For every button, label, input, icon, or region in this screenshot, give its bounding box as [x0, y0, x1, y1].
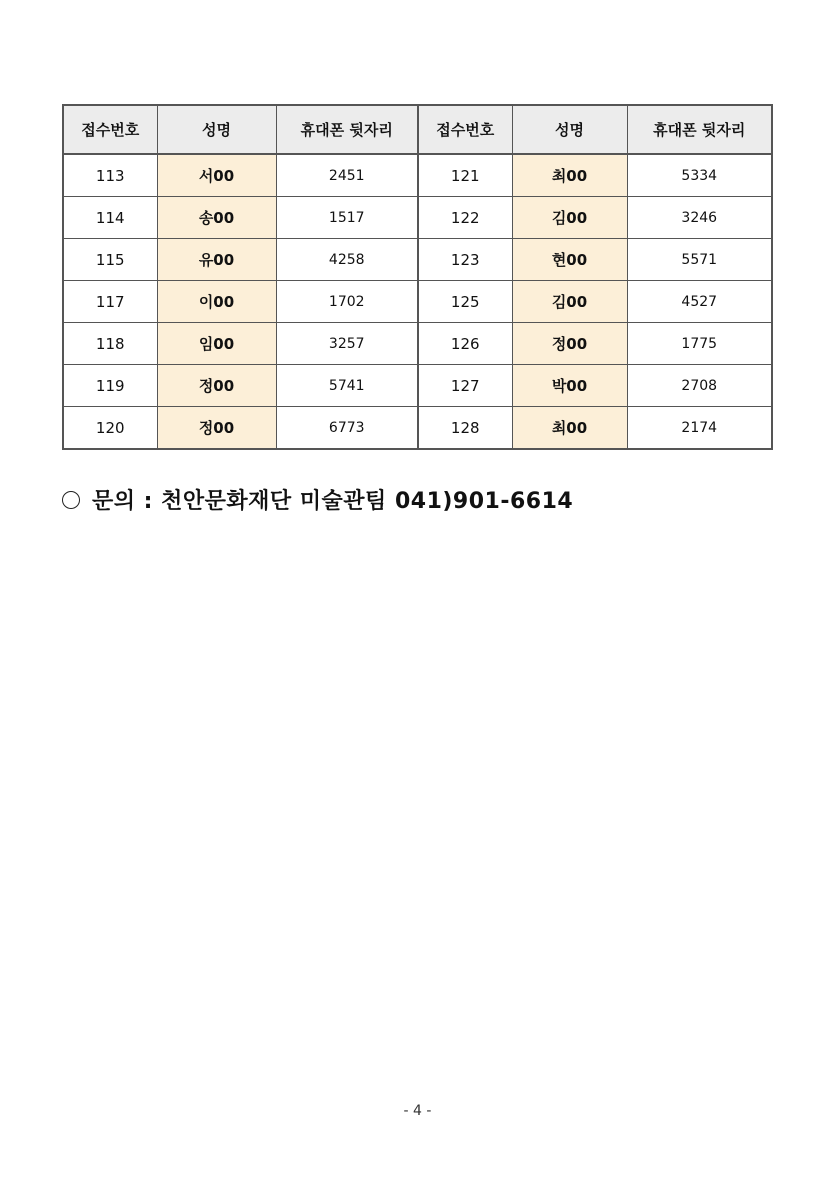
name-cell: 서00: [157, 154, 276, 197]
phone-cell: 4527: [627, 281, 772, 323]
contact-text: 문의 : 천안문화재단 미술관팀 041)901-6614: [92, 489, 574, 514]
name-cell: 최00: [512, 407, 627, 450]
phone-cell: 3246: [627, 197, 772, 239]
name-cell: 정00: [512, 323, 627, 365]
receipt-number-cell: 115: [63, 239, 157, 281]
table-row: [63, 323, 772, 365]
table-row: [63, 197, 772, 239]
table-row: [63, 239, 772, 281]
phone-cell: 1702: [276, 281, 418, 323]
header-phone-last-digits: 휴대폰 뒷자리: [276, 105, 418, 154]
receipt-number-cell: 125: [418, 281, 512, 323]
name-cell: 박00: [512, 365, 627, 407]
header-receipt-number: 접수번호: [63, 105, 157, 154]
header-phone-last-digits: 휴대폰 뒷자리: [627, 105, 772, 154]
name-cell: 현00: [512, 239, 627, 281]
table-row: [63, 154, 772, 197]
receipt-number-cell: 120: [63, 407, 157, 450]
name-cell: 이00: [157, 281, 276, 323]
phone-cell: 6773: [276, 407, 418, 450]
table-row: [63, 365, 772, 407]
name-cell: 정00: [157, 407, 276, 450]
name-cell: 김00: [512, 197, 627, 239]
phone-cell: 5741: [276, 365, 418, 407]
header-receipt-number: 접수번호: [418, 105, 512, 154]
receipt-number-cell: 114: [63, 197, 157, 239]
name-cell: 송00: [157, 197, 276, 239]
phone-cell: 2174: [627, 407, 772, 450]
phone-cell: 4258: [276, 239, 418, 281]
phone-cell: 3257: [276, 323, 418, 365]
page-number: - 4 -: [403, 1103, 432, 1119]
header-name: 성명: [512, 105, 627, 154]
phone-cell: 1517: [276, 197, 418, 239]
receipt-number-cell: 119: [63, 365, 157, 407]
phone-cell: 1775: [627, 323, 772, 365]
phone-cell: 2708: [627, 365, 772, 407]
circle-bullet-icon: [62, 491, 80, 509]
receipt-number-cell: 113: [63, 154, 157, 197]
receipt-number-cell: 128: [418, 407, 512, 450]
name-cell: 유00: [157, 239, 276, 281]
header-name: 성명: [157, 105, 276, 154]
receipt-number-cell: 123: [418, 239, 512, 281]
name-cell: 김00: [512, 281, 627, 323]
receipt-number-cell: 127: [418, 365, 512, 407]
name-cell: 정00: [157, 365, 276, 407]
name-cell: 최00: [512, 154, 627, 197]
name-cell: 임00: [157, 323, 276, 365]
table-header-row: [63, 105, 772, 154]
phone-cell: 5334: [627, 154, 772, 197]
receipt-number-cell: 122: [418, 197, 512, 239]
phone-cell: 5571: [627, 239, 772, 281]
receipt-number-cell: 121: [418, 154, 512, 197]
receipt-number-cell: 118: [63, 323, 157, 365]
receipt-number-cell: 117: [63, 281, 157, 323]
applicant-table: [62, 104, 773, 450]
phone-cell: 2451: [276, 154, 418, 197]
table-row: [63, 407, 772, 450]
receipt-number-cell: 126: [418, 323, 512, 365]
table-row: [63, 281, 772, 323]
contact-info: [62, 484, 573, 515]
